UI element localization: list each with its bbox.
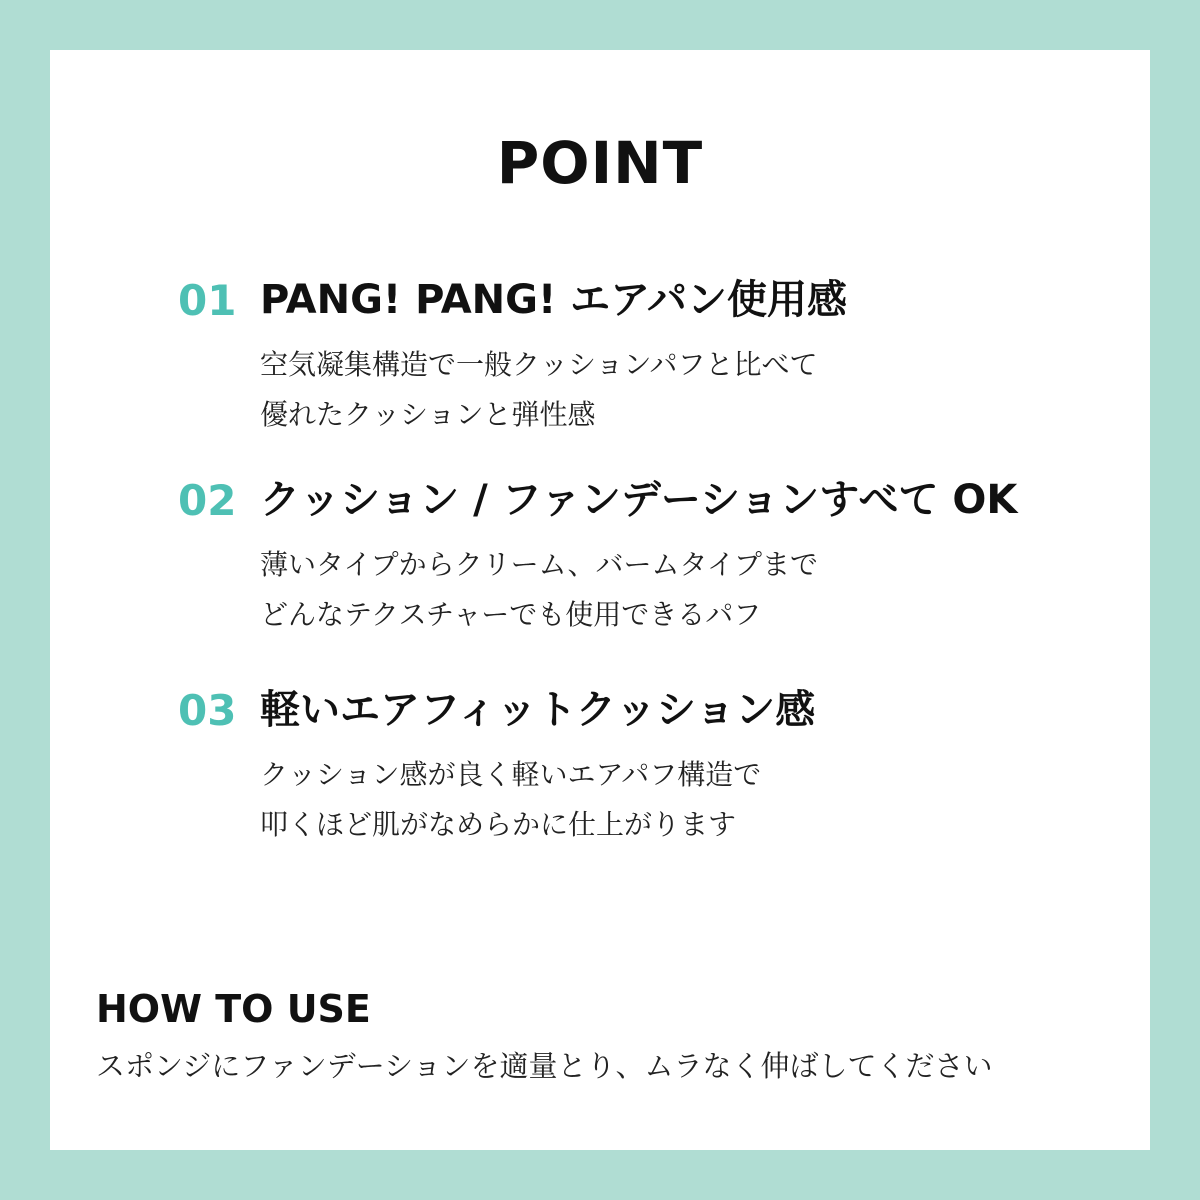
point-description-line: 薄いタイプからクリーム、バームタイプまで: [260, 548, 819, 581]
point-description-line: 優れたクッションと弾性感: [260, 398, 596, 431]
point-description-line: 叩くほど肌がなめらかに仕上がります: [260, 808, 737, 841]
point-number: 01: [178, 276, 237, 325]
point-description: [260, 540, 818, 640]
how-to-use-label: HOW TO USE: [96, 987, 371, 1031]
point-heading: 軽いエアフィットクッション感: [260, 687, 816, 733]
content-card: [50, 50, 1150, 1150]
page-title: POINT: [496, 129, 704, 197]
point-number: 03: [178, 686, 237, 735]
how-to-use-section: [96, 987, 993, 1086]
point-number: 02: [178, 476, 237, 525]
how-to-use-text: スポンジにファンデーションを適量とり、ムラなく伸ばしてください: [96, 1049, 993, 1083]
point-description-line: どんなテクスチャーでも使用できるパフ: [260, 598, 762, 631]
point-description-line: 空気凝集構造で一般クッションパフと比べて: [260, 348, 818, 381]
point-heading: PANG! PANG! エアパン使用感: [260, 277, 847, 323]
point-heading: クッション / ファンデーションすべて OK: [260, 477, 1018, 523]
point-description-line: クッション感が良く軽いエアパフ構造で: [260, 758, 762, 791]
point-description: [260, 750, 761, 850]
point-description: [260, 340, 817, 440]
